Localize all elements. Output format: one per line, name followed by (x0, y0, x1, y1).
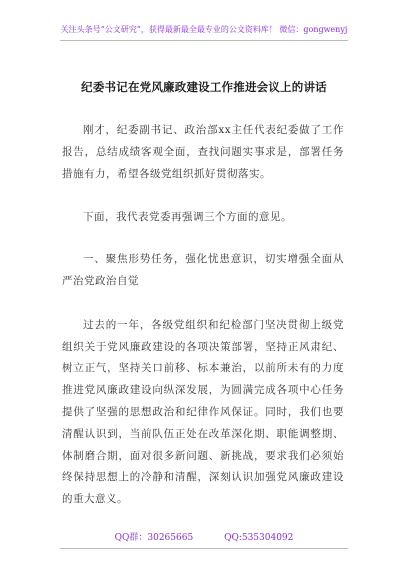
header-divider (60, 40, 348, 41)
section-heading-1: 一、聚焦形势任务，强化忧患意识，切实增强全面从严治党政治自觉 (62, 253, 344, 287)
footer-qq-group: QQ群：30265665 (114, 533, 194, 543)
footer-contact (0, 533, 408, 544)
document-title: 纪委书记在党风廉政建设工作推进会议上的讲话 (81, 80, 327, 94)
paragraph-transition: 下面，我代表党委再强调三个方面的意见。 (83, 211, 292, 224)
document-body (62, 120, 344, 533)
paragraph-section-1-body: 过去的一年，各级党组织和纪检部门坚决贯彻上级党组织关于党风廉政建设的各项决策部署，坚持正风肃纪、树立正气，坚持关口前移、标本兼治，以前所未有的力度推进党风廉政建设向纵深发展，为圆满完成各项中心任务提供了坚强的思想政治和纪律作风保证。同时，我们也要清醒认识到，当前队伍正处在改革深化期、职能调整期、体制磨合期，面对很多新问题、新挑战，要求我们必须始终保持思想上的冷静和清醒，深刻认识加强党风廉政建设的重大意义。 (62, 318, 344, 506)
header-banner: 关注头条号“公文研究”，获得最新最全最专业的公文资料库！ 微信：gongwenyj (60, 25, 348, 34)
footer-divider (60, 548, 348, 549)
paragraph-intro: 刚才，纪委副书记、政治部xx主任代表纪委做了工作报告，总结成绩客观全面，查找问题实事求是，部署任务措施有力，希望各级党组织抓好贯彻落实。 (62, 124, 344, 180)
footer-qq: QQ:535304092 (224, 533, 294, 543)
